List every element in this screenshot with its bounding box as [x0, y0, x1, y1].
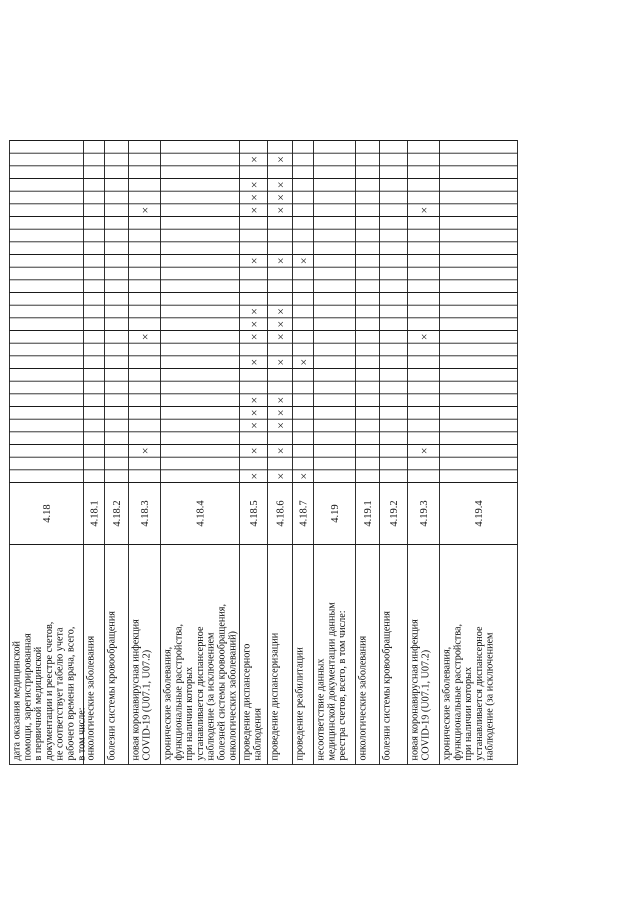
cross-mark: × [138, 333, 152, 341]
cross-mark: × [273, 206, 288, 214]
row-label-line: наблюдение (за исключением [484, 632, 496, 761]
cross-mark: × [247, 333, 261, 341]
cross-mark: × [247, 447, 261, 455]
row-label-line: при наличии которых [463, 666, 475, 761]
cross-mark: × [273, 358, 288, 366]
cross-mark: × [247, 358, 261, 366]
cross-mark: × [417, 447, 431, 455]
row-code: 4.19.3 [419, 500, 430, 527]
row-label-line: проведение реабилитации [294, 647, 306, 761]
row-label-line: документации и реестре счетов, [43, 621, 55, 761]
row-label-line: реестра счетов, всего, в том числе: [337, 610, 349, 761]
cross-mark: × [273, 409, 288, 417]
row-label-line: онкологических заболеваний) [227, 631, 239, 761]
cross-mark: × [247, 472, 261, 480]
row-label-line: наблюдения [252, 708, 264, 761]
cross-mark: × [273, 181, 288, 189]
cross-mark: × [247, 409, 261, 417]
cross-mark: × [247, 308, 261, 315]
row-label-line: устанавливается диспансерное [473, 626, 485, 761]
cross-mark: × [273, 156, 288, 163]
cross-mark: × [247, 156, 261, 163]
row-label-line: онкологические заболевания [357, 635, 369, 761]
row-label-line: функциональные расстройства, [452, 623, 464, 761]
cross-mark: × [273, 422, 288, 429]
cross-mark: × [138, 206, 152, 214]
cross-mark: × [296, 358, 311, 366]
row-code: 4.18.4 [195, 500, 207, 527]
row-code: 4.18.2 [112, 500, 123, 527]
row-label-line: рабочего времени врача, всего, [65, 626, 77, 761]
row-code: 4.19.4 [474, 500, 485, 527]
row-code: 4.18.7 [298, 500, 310, 527]
row-label-line: новая коронавирусная инфекция [130, 619, 142, 761]
row-label-line: болезни системы кровообращения [106, 611, 118, 761]
cross-mark: × [247, 181, 261, 189]
rotated-table-sheet [0, 141, 518, 765]
row-label-line: болезни системы кровообращения [381, 611, 393, 761]
row-label-line: в том числе: [76, 707, 88, 761]
criteria-table [10, 141, 518, 765]
cross-mark: × [296, 257, 311, 265]
cross-mark: × [273, 396, 288, 404]
row-label-line: не соответствует табелю учета [54, 627, 66, 761]
row-label-line: при наличии которых [184, 666, 196, 761]
cross-mark: × [247, 396, 261, 404]
row-label-line: в первичной медицинской [33, 646, 45, 761]
row-code: 4.19.1 [363, 500, 374, 527]
row-code: 4.19 [330, 504, 341, 523]
row-label-line: помощи, зарегистрированная [22, 633, 34, 761]
row-label-line: функциональные расстройства, [173, 623, 185, 761]
row-code: 4.18.5 [249, 500, 260, 527]
cross-mark: × [247, 206, 261, 214]
row-code: 4.19.2 [389, 500, 400, 527]
cross-mark: × [417, 206, 431, 214]
row-code: 4.18.6 [275, 500, 287, 527]
row-code: 4.18.3 [140, 500, 151, 527]
cross-mark: × [247, 320, 261, 328]
cross-mark: × [247, 422, 261, 429]
row-label-line: устанавливается диспансерное [194, 626, 206, 761]
cross-mark: × [273, 308, 288, 315]
row-label-line: болезней системы кровообращения, [216, 603, 228, 761]
cross-mark: × [273, 257, 288, 265]
page-number [0, 445, 2, 461]
cross-mark: × [273, 194, 288, 201]
row-label-line: новая коронавирусная инфекция [409, 619, 421, 761]
row-label-line: медицинской документации данным [326, 602, 338, 761]
cross-mark: × [247, 194, 261, 201]
row-label-line: COVID-19 (U07.1, U07.2) [141, 649, 153, 761]
cross-mark: × [273, 333, 288, 341]
cross-mark: × [273, 472, 288, 480]
row-label-line: хронические заболевания, [441, 646, 453, 761]
row-code: 4.18.1 [89, 500, 101, 527]
cross-mark: × [417, 333, 431, 341]
row-label-line: онкологические заболевания [85, 635, 97, 761]
cross-mark: × [138, 447, 152, 455]
cross-mark: × [273, 447, 288, 455]
cross-mark: × [296, 472, 311, 480]
row-label-line: наблюдение (за исключением [205, 632, 217, 761]
row-code: 4.18 [42, 504, 53, 523]
row-label-line: COVID-19 (U07.1, U07.2) [420, 649, 432, 761]
cross-mark: × [273, 320, 288, 328]
row-label-line: несоответствие данных [315, 658, 327, 761]
cross-mark: × [247, 257, 261, 265]
row-label-line: хронические заболевания, [162, 646, 174, 761]
row-label-line: проведение диспансерного [241, 643, 253, 761]
row-label-line: дата оказания медицинской [11, 640, 23, 761]
row-label-line: проведение диспансеризации [269, 632, 281, 761]
